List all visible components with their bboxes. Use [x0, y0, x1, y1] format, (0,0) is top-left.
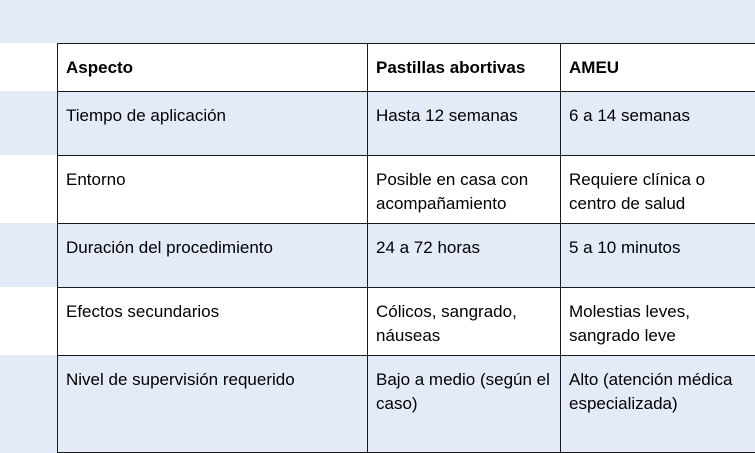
table-cell: 5 a 10 minutos: [561, 224, 755, 288]
table-cell: 24 a 72 horas: [368, 224, 561, 288]
table-cell: Efectos secundarios: [58, 288, 368, 356]
header-cell-ameu: AMEU: [561, 44, 755, 92]
table-cell: Posible en casa con acompañamiento: [368, 156, 561, 224]
table-row: [58, 92, 755, 156]
table-cell: Duración del procedimiento: [58, 224, 368, 288]
table-row: [58, 224, 755, 288]
table-cell: Alto (atención médica especializada): [561, 356, 755, 453]
table-cell: Entorno: [58, 156, 368, 224]
table-cell: Tiempo de aplicación: [58, 92, 368, 156]
table-cell: Hasta 12 semanas: [368, 92, 561, 156]
table-cell: Requiere clínica o centro de salud: [561, 156, 755, 224]
header-cell-aspecto: Aspecto: [58, 44, 368, 92]
table-cell: 6 a 14 semanas: [561, 92, 755, 156]
comparison-table: [57, 43, 755, 453]
table-row: [58, 288, 755, 356]
table-cell: Nivel de supervisión requerido: [58, 356, 368, 453]
table-header-row: [58, 44, 755, 92]
table-cell: Cólicos, sangrado, náuseas: [368, 288, 561, 356]
table-cell: Molestias leves, sangrado leve: [561, 288, 755, 356]
header-cell-pastillas: Pastillas abortivas: [368, 44, 561, 92]
table-row: [58, 356, 755, 453]
table-row: [58, 156, 755, 224]
table-cell: Bajo a medio (según el caso): [368, 356, 561, 453]
background-band: [0, 0, 755, 43]
